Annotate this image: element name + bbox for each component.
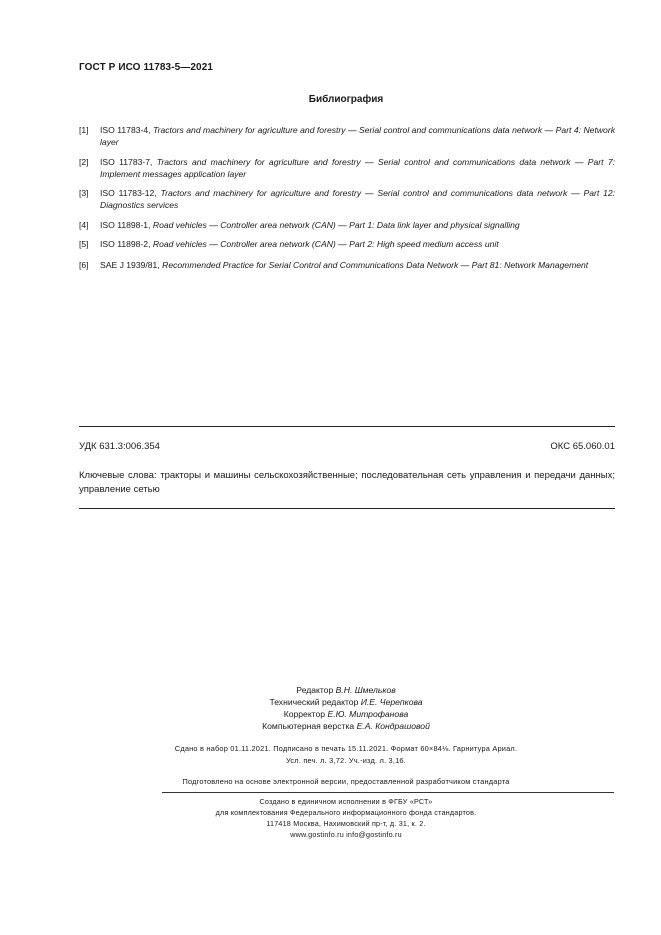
ref-number: [6] bbox=[79, 260, 89, 270]
ref-number: [5] bbox=[79, 239, 89, 249]
editor-line bbox=[0, 684, 661, 696]
divider-line bbox=[162, 792, 614, 793]
udk-code: УДК 631.3:006.354 bbox=[79, 441, 160, 452]
layout-line bbox=[0, 720, 661, 732]
ref-code: ISO 11898-1, bbox=[100, 220, 151, 230]
tech-editor-name: И.Е. Черепкова bbox=[360, 697, 423, 707]
bibliography-ref bbox=[79, 124, 615, 148]
bibliography-ref bbox=[79, 238, 615, 250]
divider-line bbox=[79, 426, 615, 427]
keywords: Ключевые слова: тракторы и машины сельскохозяйственные; последовательная сеть управления и передачи данных; управление сетью bbox=[79, 470, 615, 495]
print-volume-line: Усл. печ. л. 3,72. Уч.-изд. л. 3,16. bbox=[286, 756, 406, 765]
ref-title: Recommended Practice for Serial Control and Communications Data Network — Part 81: Network Management bbox=[162, 260, 589, 270]
oks-code: ОКС 65.060.01 bbox=[550, 441, 615, 452]
corrector-line bbox=[0, 708, 661, 720]
tech-editor-label: Технический редактор bbox=[269, 697, 359, 707]
editor-name: В.Н. Шмельков bbox=[335, 685, 396, 695]
bibliography-title: Библиография bbox=[308, 94, 384, 105]
bibliography-ref bbox=[79, 156, 615, 180]
layout-name: Е.А. Кондрашовой bbox=[356, 721, 430, 731]
ref-code: ISO 11898-2, bbox=[100, 239, 151, 249]
corrector-name: Е.Ю. Митрофанова bbox=[327, 709, 409, 719]
created-line-2: для комплектования Федерального информационного фонда стандартов. bbox=[215, 808, 477, 817]
editor-label: Редактор bbox=[296, 685, 334, 695]
bibliography-ref bbox=[79, 219, 615, 231]
tech-editor-line bbox=[0, 696, 661, 708]
ref-title: Tractors and machinery for agriculture and forestry — Serial control and communications data network — Part 7: Implement messages application layer bbox=[100, 157, 616, 180]
ref-title: Road vehicles — Controller area network (CAN) — Part 1: Data link layer and physical signalling bbox=[152, 220, 520, 230]
divider-line bbox=[79, 508, 615, 509]
ref-title: Road vehicles — Controller area network (CAN) — Part 2: High speed medium access unit bbox=[152, 239, 499, 249]
prepared-note: Подготовлено на основе электронной версии, предоставленной разработчиком стандарта bbox=[182, 777, 510, 786]
ref-number: [3] bbox=[79, 188, 89, 198]
layout-label: Компьютерная верстка bbox=[262, 721, 355, 731]
ref-title: Tractors and machinery for agriculture and forestry — Serial control and communications data network — Part 12: Diagnostics services bbox=[100, 188, 616, 211]
corrector-label: Корректор bbox=[283, 709, 326, 719]
ref-code: ISO 11783-12, bbox=[100, 188, 157, 198]
ref-number: [2] bbox=[79, 157, 89, 167]
ref-number: [1] bbox=[79, 125, 89, 135]
ref-code: ISO 11783-7, bbox=[100, 157, 153, 167]
document-header: ГОСТ Р ИСО 11783-5—2021 bbox=[79, 62, 214, 73]
ref-number: [4] bbox=[79, 220, 89, 230]
web-contacts: www.gostinfo.ru info@gostinfo.ru bbox=[290, 830, 402, 839]
address-line: 117418 Москва, Нахимовский пр-т, д. 31, к. 2. bbox=[266, 819, 426, 828]
created-line: Создано в единичном исполнении в ФГБУ «РСТ» bbox=[259, 797, 433, 806]
print-info-line: Сдано в набор 01.11.2021. Подписано в печать 15.11.2021. Формат 60×84⅛. Гарнитура Ариал. bbox=[174, 744, 518, 753]
bibliography-ref bbox=[79, 259, 615, 271]
ref-code: ISO 11783-4, bbox=[100, 125, 151, 135]
ref-code: SAE J 1939/81, bbox=[100, 260, 160, 270]
ref-title: Tractors and machinery for agriculture and forestry — Serial control and communications data network — Part 4: Network layer bbox=[100, 125, 615, 148]
bibliography-ref bbox=[79, 187, 615, 211]
